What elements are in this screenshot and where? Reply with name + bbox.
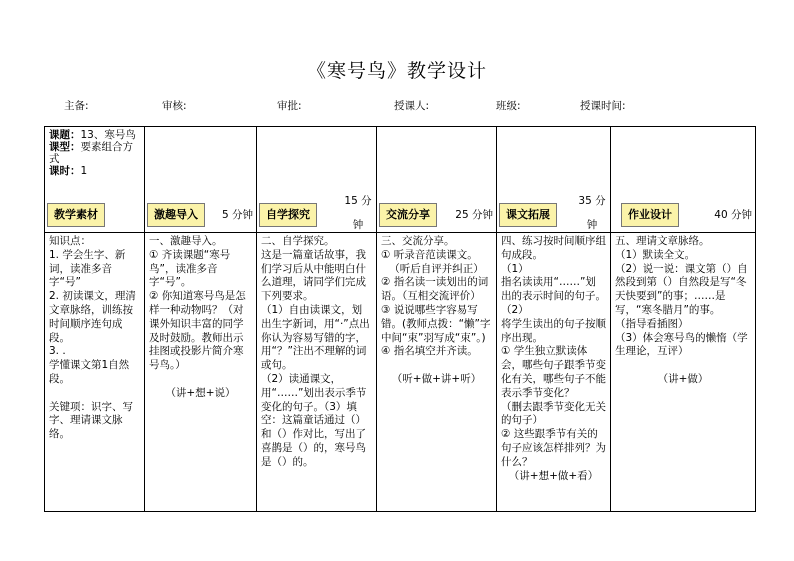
content-cell-sucai bbox=[45, 233, 145, 512]
col1-line: 关键项：识字、写字、理请课文脉络。 bbox=[49, 400, 133, 441]
lesson-table bbox=[44, 126, 756, 512]
stage-time-tanjiu-line2: 钟 bbox=[352, 219, 364, 231]
banji-label: 班级: bbox=[496, 100, 521, 112]
stage-cell-tanjiu bbox=[257, 127, 377, 233]
content-row bbox=[45, 233, 756, 512]
stage-header-row bbox=[45, 127, 756, 233]
col2-line: （讲+想+说） bbox=[165, 386, 236, 399]
stage-time-zuoye: 40 分钟 bbox=[714, 209, 752, 221]
col5-line: （1） bbox=[501, 262, 529, 275]
col4-line bbox=[381, 359, 492, 373]
col6-line: （讲+做） bbox=[657, 372, 709, 385]
col6-line: 五、理请文章脉络。 bbox=[615, 235, 710, 247]
stage-label-daoru: 激趣导入 bbox=[147, 203, 205, 227]
col1-line bbox=[49, 387, 140, 401]
stage-cell-zuoye bbox=[611, 127, 756, 233]
col5-line: 指名读读用“……”划出的表示时间的句子。 （2） bbox=[501, 276, 606, 316]
zhubei-label: 主备: bbox=[64, 100, 89, 112]
shouke-time-label: 授课时间: bbox=[580, 100, 626, 112]
col4-line: ① 听录音范读课文。 bbox=[381, 248, 478, 261]
stage-time-daoru: 5 分钟 bbox=[221, 209, 253, 221]
col3-line: 这是一篇童话故事，我们学习后从中能明白什么道理，请同学们完成下列要求。 bbox=[261, 248, 366, 303]
col1-line: 3. . bbox=[49, 345, 66, 358]
col4-line: 三、交流分享。 bbox=[381, 235, 455, 247]
stage-label-zuoye: 作业设计 bbox=[621, 203, 679, 227]
content-cell-daoru bbox=[145, 233, 257, 512]
meta-line bbox=[64, 98, 764, 114]
content-cell-tuozhan bbox=[497, 233, 611, 512]
col4-line: ③ 说说哪些字容易写错。(教师点拨：“懒”字中间“束”羽写成“束”。) bbox=[381, 303, 491, 344]
stage-time-tuozhan-line2: 钟 bbox=[586, 219, 598, 231]
col1-line: 知识点： bbox=[49, 235, 91, 247]
content-cell-zuoye bbox=[611, 233, 756, 512]
keshi-label: 课时： bbox=[49, 165, 81, 177]
kexing-value: 要素组合方式 bbox=[49, 141, 133, 165]
col4-line: ④ 指名填空并齐读。 bbox=[381, 345, 478, 358]
info-cell bbox=[45, 127, 145, 233]
page-title: 《寒号鸟》教学设计 bbox=[306, 60, 487, 82]
col6-line: （指导看插图） bbox=[615, 317, 689, 330]
col4-line: （听+做+讲+听） bbox=[391, 372, 482, 385]
col3-line: （2）读通课文，用“……”划出表示季节变化的句子。（3）填空：这篇童话通过（）和（）作对比，写出了喜鹊是（）的，寒号鸟是（）的。 bbox=[261, 372, 367, 468]
keti-value: 13、寒号鸟 bbox=[80, 129, 136, 141]
stage-label-fenxiang: 交流分享 bbox=[379, 203, 437, 227]
stage-cell-fenxiang bbox=[377, 127, 497, 233]
shenhe-label: 审核: bbox=[162, 100, 187, 112]
content-cell-tanjiu bbox=[257, 233, 377, 512]
stage-label-tanjiu: 自学探究 bbox=[259, 203, 317, 227]
stage-cell-tuozhan bbox=[497, 127, 611, 233]
stage-cell-daoru bbox=[145, 127, 257, 233]
col5-line: ② 这些跟季节有关的句子应该怎样排列？为什么？ bbox=[501, 428, 606, 468]
col5-line: （讲+想+做+看） bbox=[508, 469, 599, 482]
stage-time-tanjiu bbox=[343, 195, 373, 231]
col5-line: （删去跟季节变化无关的句子） bbox=[501, 400, 606, 427]
col6-line: （3）体会寒号鸟的懒惰（学生理论，互评） bbox=[615, 331, 748, 358]
col1-line: 2. 初读课文，理清文章脉络，训练按时间顺序连句成段。 bbox=[49, 290, 136, 344]
col3-line: 二、自学探究。 bbox=[261, 235, 335, 247]
col6-line: （2）说一说：课文第（）自然段到第（）自然段是写“冬天快要到”的事；……是写，“寒冬腊月”的事。 bbox=[615, 262, 748, 316]
keti-label: 课题： bbox=[49, 129, 81, 141]
shoukeren-label: 授课人: bbox=[394, 100, 430, 112]
col6-line bbox=[615, 359, 751, 373]
col4-line: （听后自评并纠正） bbox=[389, 262, 484, 275]
stage-label-tuozhan: 课文拓展 bbox=[499, 203, 557, 227]
kexing-label: 课型： bbox=[49, 141, 81, 153]
stage-time-tanjiu-line1: 15 分 bbox=[344, 195, 372, 207]
col5-line: ① 学生独立默读体会，哪些句子跟季节变化有关，哪些句子不能表示季节变化？ bbox=[501, 345, 606, 399]
col5-line: 将学生读出的句子按顺序出现。 bbox=[501, 317, 606, 344]
stage-label-sucai: 教学素材 bbox=[47, 203, 105, 227]
stage-time-tuozhan-line1: 35 分 bbox=[578, 195, 606, 207]
stage-time-tuozhan bbox=[577, 195, 607, 231]
col2-line: 一、激趣导入。 bbox=[149, 235, 223, 247]
col6-line: （1）默读全文。 bbox=[615, 248, 696, 261]
keshi-value: 1 bbox=[80, 165, 88, 177]
col3-line: （1）自由读课文，划出生字新词，用“·”点出你认为容易写错的字，用“？”注出不理解的词或句。 bbox=[261, 303, 370, 372]
col2-line: ② 你知道寒号鸟是怎样一种动物吗？（对课外知识丰富的同学及时鼓励。教师出示挂图或投影片简介寒号鸟。） bbox=[149, 290, 246, 372]
col4-line: ② 指名读一读划出的词语。（互相交流评价） bbox=[381, 276, 489, 303]
col1-line: 学懂课文第1自然段。 bbox=[49, 359, 130, 385]
col5-line: 四、练习按时间顺序组句成段。 bbox=[501, 235, 606, 261]
col2-line bbox=[149, 373, 252, 387]
col1-line: 1. 学会生字、新词，读准多音字“号” bbox=[49, 248, 126, 289]
content-cell-fenxiang bbox=[377, 233, 497, 512]
stage-time-fenxiang: 25 分钟 bbox=[455, 209, 493, 221]
col2-line: ① 齐读课题“寒号鸟”，读准多音字“号”。 bbox=[149, 248, 231, 289]
shenpi-label: 审批: bbox=[277, 100, 302, 112]
